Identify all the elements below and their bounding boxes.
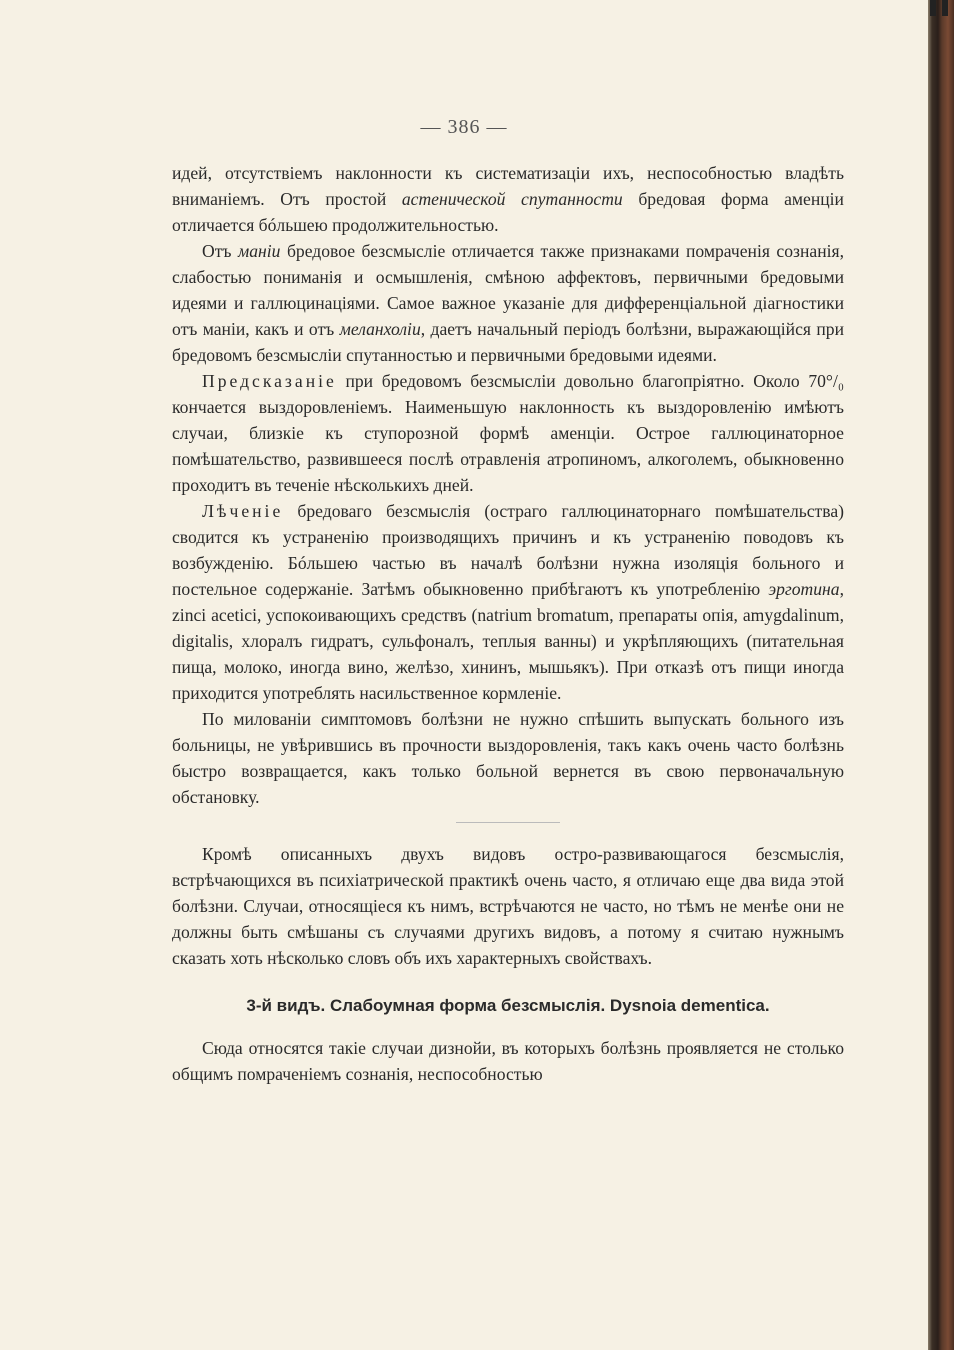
paragraph-7: Сюда относятся такіе случаи дизнойи, въ которыхъ болѣзнь проявляется не столько общимъ помраченіемъ сознанія, неспособностью: [172, 1038, 844, 1084]
italic-term: эрготина: [768, 579, 840, 599]
section-keyword: Лѣченіе: [202, 501, 284, 521]
paragraph-1: идей, отсутствіемъ наклонности къ систематизаціи ихъ, неспособностью владѣть вниманіемъ. Отъ простой астенической спутанности бредовая форма аменціи отличается бóльшею продолжительностью.: [172, 163, 844, 235]
paragraph-2: Отъ маніи бредовое безсмысліе отличается также признаками помраченія сознанія, слабостью пониманія и осмышленія, смѣною аффектовъ, первичными бредовыми идеями и галлюцинаціями. Самое важное указаніе для дифференціальной діагностики отъ маніи, какъ и отъ меланхоліи, даетъ начальный періодъ болѣзни, выражающійся при бредовомъ безсмысліи спутанностью и первичными бредовыми идеями.: [172, 241, 845, 365]
book-binding-edge: [928, 0, 954, 1350]
page-number: — 386 —: [420, 116, 508, 138]
italic-term: маніи: [238, 241, 281, 261]
italic-term: меланхоліи: [339, 319, 421, 339]
section-heading: 3-й видъ. Слабоумная форма безсмыслія. Dysnoia dementica.: [246, 996, 770, 1015]
paragraph-6: Кромѣ описанныхъ двухъ видовъ остро-развивающагося безсмыслія, встрѣчающихся въ психіатрической практикѣ очень часто, я отличаю еще два вида этой болѣзни. Случаи, относящіеся къ нимъ, встрѣчаются не часто, но тѣмъ не менѣе они не должны быть смѣшаны съ случаями другихъ видовъ, а потому я считаю нужнымъ сказать хоть нѣсколько словъ объ ихъ характерныхъ свойствахъ.: [172, 844, 844, 968]
page-text: [172, 160, 844, 1087]
section-keyword: Предсказаніе: [202, 371, 337, 391]
paragraph-3: Предсказаніе при бредовомъ безсмысліи довольно благопріятно. Около 70°/₀ кончается выздоровленіемъ. Наименьшую наклонность къ выздоровленію имѣютъ случаи, близкіе къ ступорозной формѣ аменціи. Острое галлюцинаторное помѣшательство, развившееся послѣ отравленія атропиномъ, алкоголемъ, обыкновенно проходитъ въ теченіе нѣсколькихъ дней.: [172, 371, 844, 495]
italic-term: астенической спутанности: [401, 189, 623, 209]
section-divider: [456, 822, 560, 823]
paragraph-4: Лѣченіе бредоваго безсмыслія (остраго галлюцинаторнаго помѣшательства) сводится къ устраненію производящихъ причинъ и къ устраненію поводовъ къ возбужденію. Бóльшею частью въ началѣ болѣзни нужна изоляція больного и постельное содержаніе. Затѣмъ обыкновенно прибѣгаютъ къ употребленію эрготина, zinci acetici, успокоивающихъ средствъ (natrium bromatum, препараты опія, amygdalinum, digitalis, хлоралъ гидратъ, сульфоналъ, теплыя ванны) и укрѣпляющихъ (питательная пища, молоко, иногда вино, желѣзо, хининъ, мышьякъ). При отказѣ отъ пищи иногда приходится употреблять насильственное кормленіе.: [172, 501, 844, 703]
paragraph-5: По милованіи симптомовъ болѣзни не нужно спѣшить выпускать больного изъ больницы, не увѣрившись въ прочности выздоровленія, такъ какъ очень часто болѣзнь быстро возвращается, какъ только больной вернется въ свою первоначальную обстановку.: [172, 709, 844, 807]
